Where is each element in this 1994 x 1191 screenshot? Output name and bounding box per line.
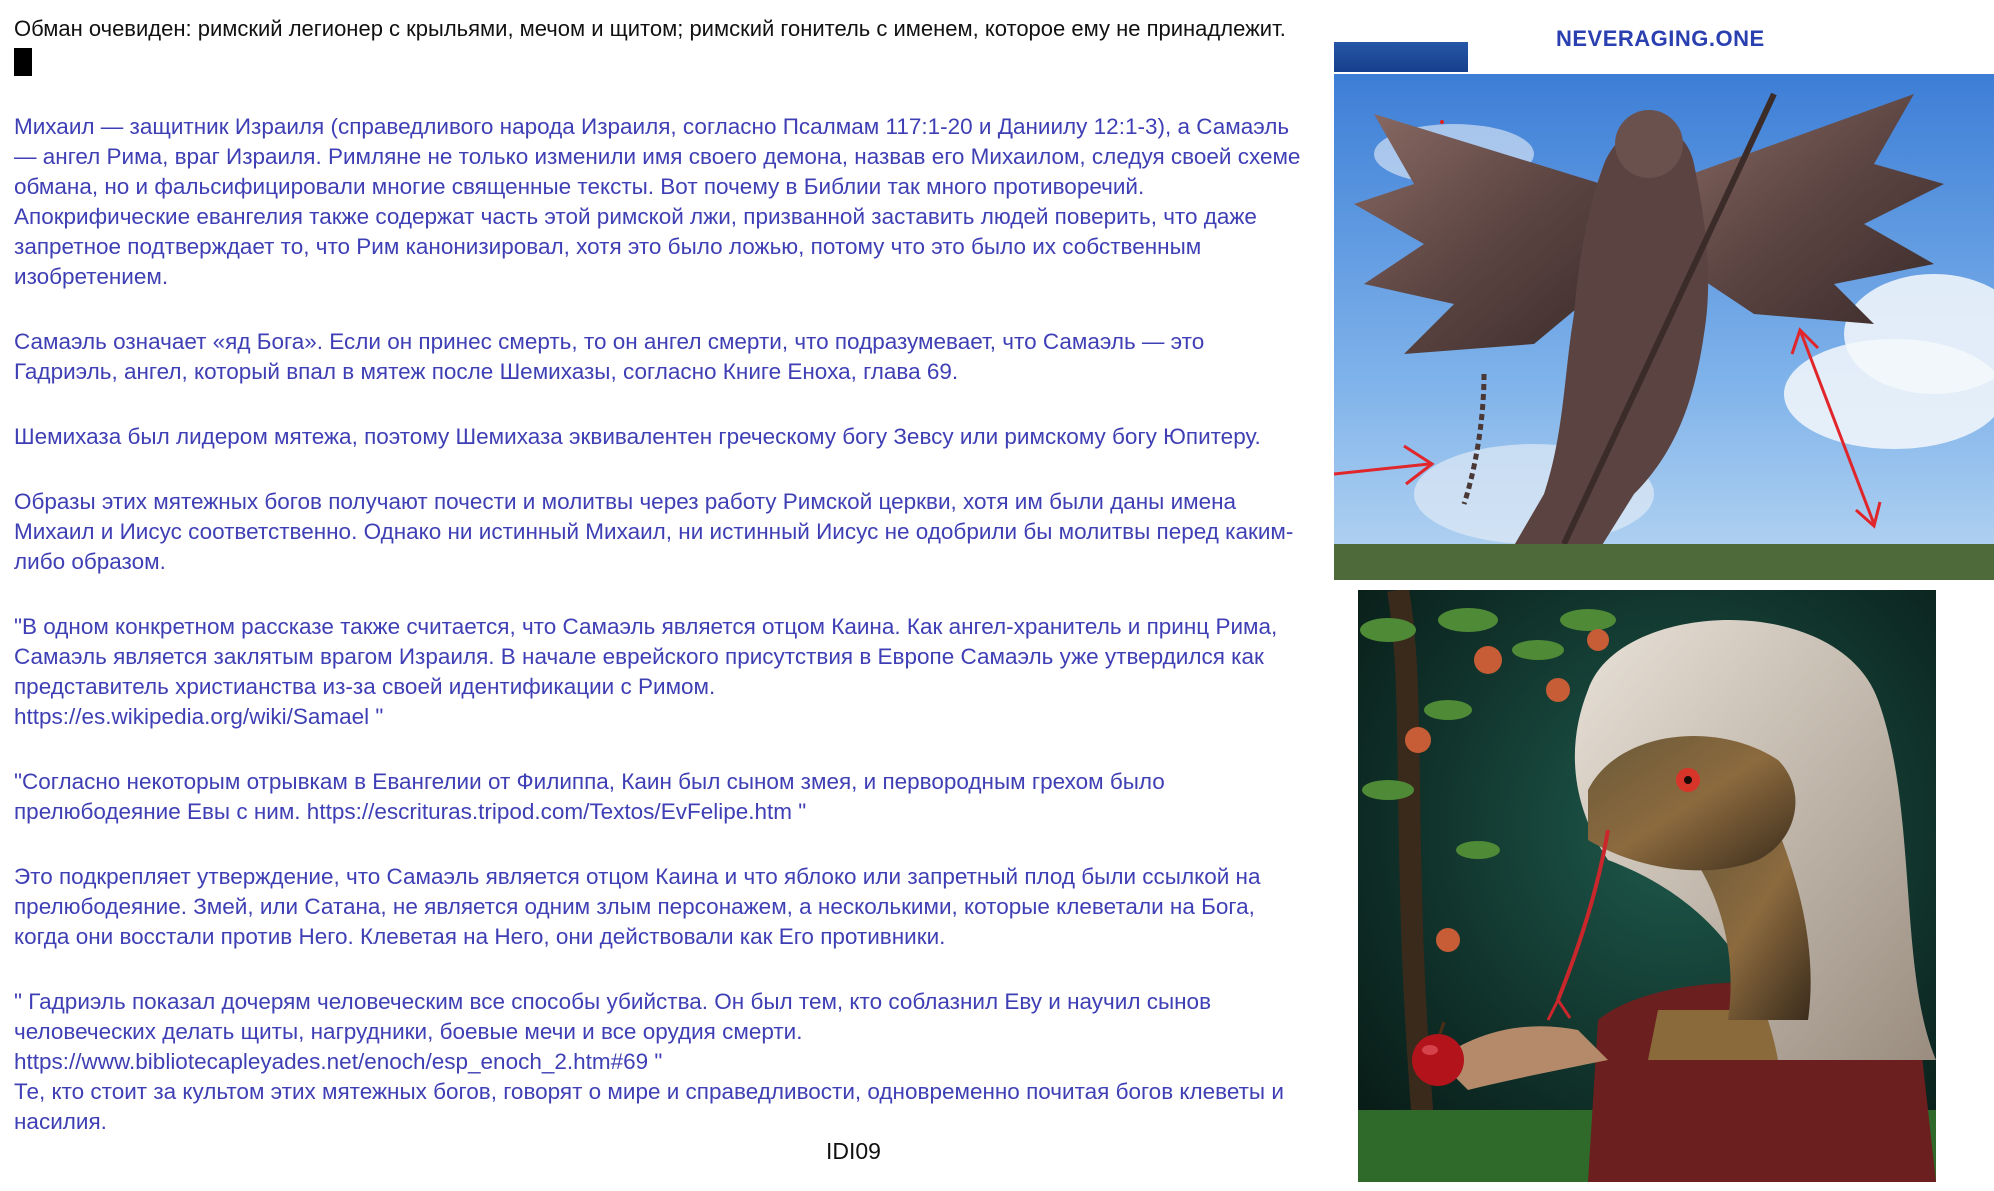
header-line: Обман очевиден: римский легионер с крыльями, мечом и щитом; римский гонитель с именем, которое ему не принадлежит. [14, 16, 1286, 41]
article-body [14, 112, 1314, 1172]
footer-code: IDI09 [826, 1138, 881, 1164]
paragraph: "В одном конкретном рассказе также считается, что Самаэль является отцом Каина. Как ангел-хранитель и принц Рима, Самаэль является заклятым врагом Израиля. В начале еврейского присутствия в Европе Самаэль уже утвердился как представитель христианства из-за своей идентификации с Римом. https://es.wikipedia.org/wiki/Samael " [14, 614, 1278, 729]
cursor-block [14, 48, 32, 76]
serpent-with-apple-icon [1358, 590, 1936, 1182]
paragraph: Самаэль означает «яд Бога». Если он принес смерть, то он ангел смерти, что подразумевает, что Самаэль — это Гадриэль, ангел, который впал в мятеж после Шемихазы, согласно Книге Еноха, глава 69. [14, 329, 1205, 384]
paragraph: " Гадриэль показал дочерям человеческим все способы убийства. Он был тем, кто соблазнил Еву и научил сынов человеческих делать щиты, нагрудники, боевые мечи и все орудия смерти. https://www.bibliotecapleyades.net/enoch/esp_enoch_2.htm#69 " Те, кто стоит за культом этих мятежных богов, говорят о мире и справедливости, одновременно почитая богов клеветы и насилия. [14, 989, 1284, 1134]
site-banner[interactable]: NEVERAGING.ONE [1556, 26, 1765, 51]
paragraph: "Согласно некоторым отрывкам в Евангелии от Филиппа, Каин был сыном змея, и первородным грехом было прелюбодеяние Евы с ним. https://escrituras.tripod.com/Textos/EvFelipe.htm " [14, 769, 1165, 824]
serpent-image [1358, 590, 1936, 1182]
paragraph: Это подкрепляет утверждение, что Самаэль является отцом Каина и что яблоко или запретный плод были ссылкой на прелюбодеяние. Змей, или Сатана, не является одним злым персонажем, а несколькими, которые клеветали на Бога, когда они восстали против Него. Клеветая на Него, они действовали как Его противники. [14, 864, 1261, 949]
paragraph: Михаил — защитник Израиля (справедливого народа Израиля, согласно Псалмам 117:1-20 и Даниилу 12:1-3), а Самаэль — ангел Рима, враг Израиля. Римляне не только изменили имя своего демона, назвав его Михаилом, следуя своей схеме обмана, но и фальсифицировали многие священные тексты. Вот почему в Библии так много противоречий. Апокрифические евангелия также содержат часть этой римской лжи, призванной заставить людей поверить, что даже запретное подтверждает то, что Рим канонизировал, хотя это было ложью, потому что это было их собственным изобретением. [14, 114, 1301, 289]
paragraph: Шемихаза был лидером мятежа, поэтому Шемихаза эквивалентен греческому богу Зевсу или римскому богу Юпитеру. [14, 424, 1261, 449]
winged-angel-statue-icon [1334, 74, 1994, 580]
paragraph: Образы этих мятежных богов получают почести и молитвы через работу Римской церкви, хотя им были даны имена Михаил и Иисус соответственно. Однако ни истинный Михаил, ни истинный Иисус не одобрили бы молитвы перед каким-либо образом. [14, 489, 1294, 574]
blue-banner-block [1334, 42, 1468, 72]
statue-image [1334, 74, 1994, 580]
